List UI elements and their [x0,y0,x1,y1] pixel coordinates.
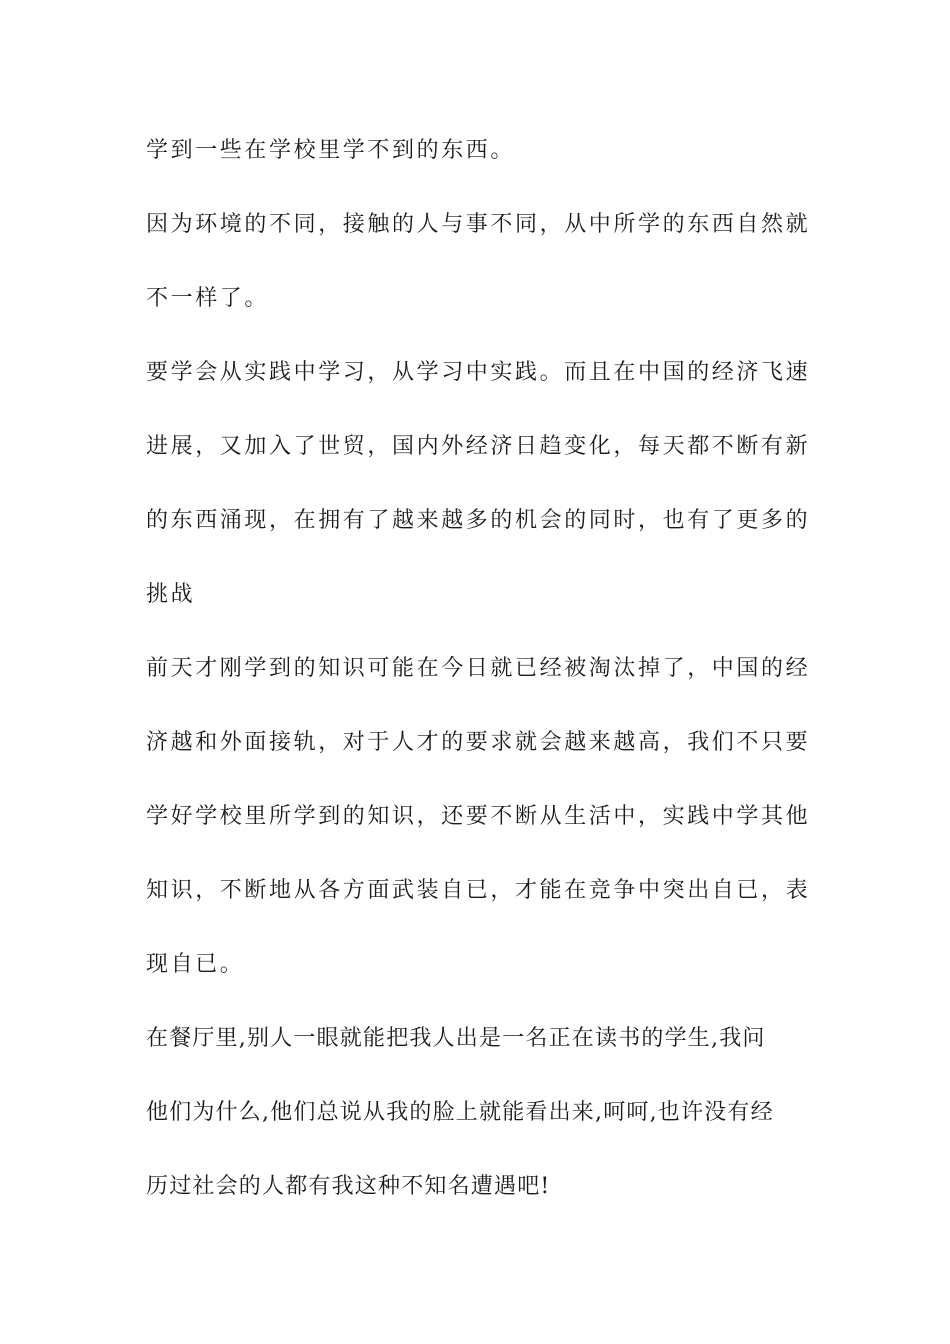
text-line: 进展，又加入了世贸，国内外经济日趋变化，每天都不断有新 [146,434,811,459]
text-line: 知识，不断地从各方面武装自已，才能在竞争中突出自已，表 [146,878,811,903]
text-line: 不一样了。 [146,286,270,311]
document-body [146,126,826,1236]
text-line: 要学会从实践中学习，从学习中实践。而且在中国的经济飞速 [146,360,811,385]
text-line: 历过社会的人都有我这种不知名遭遇吧! [146,1174,551,1199]
text-line: 在餐厅里,别人一眼就能把我人出是一名正在读书的学生,我问 [146,1026,766,1051]
text-line: 因为环境的不同，接触的人与事不同，从中所学的东西自然就 [146,212,811,237]
text-line: 他们为什么,他们总说从我的脸上就能看出来,呵呵,也许没有经 [146,1100,774,1125]
text-line: 学到一些在学校里学不到的东西。 [146,138,516,163]
text-line: 的东西涌现，在拥有了越来越多的机会的同时，也有了更多的 [146,508,811,533]
text-line: 济越和外面接轨，对于人才的要求就会越来越高，我们不只要 [146,730,811,755]
text-line: 挑战 [146,582,196,607]
text-line: 现自已。 [146,952,245,977]
text-line: 学好学校里所学到的知识，还要不断从生活中，实践中学其他 [146,804,811,829]
text-line: 前天才刚学到的知识可能在今日就已经被淘汰掉了，中国的经 [146,656,811,681]
